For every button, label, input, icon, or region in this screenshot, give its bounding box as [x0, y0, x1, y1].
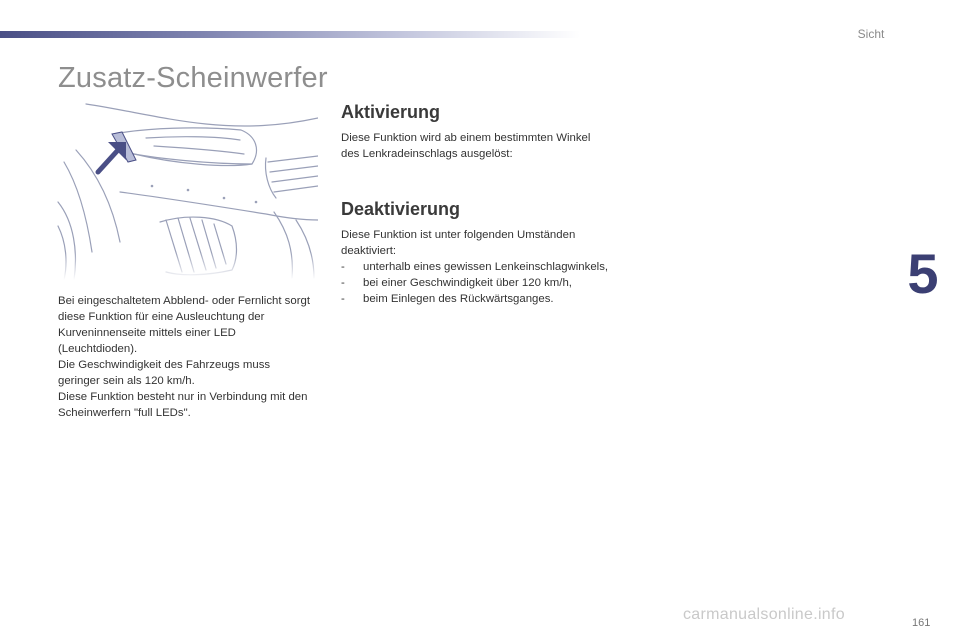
arrow-icon	[98, 142, 126, 172]
description-text	[58, 293, 313, 421]
page-number: 161	[912, 617, 931, 629]
list-item: - bei einer Geschwindigkeit über 120 km/h,	[341, 275, 611, 291]
deactivation-list	[341, 259, 611, 307]
headlight-illustration	[56, 102, 318, 280]
description-paragraph: Die Geschwindigkeit des Fahrzeugs muss geringer sein als 120 km/h.	[58, 359, 271, 387]
page-title: Zusatz-Scheinwerfer	[58, 62, 328, 94]
activation-text: Diese Funktion wird ab einem bestimmten Winkel des Lenkradeinschlags ausgelöst:	[341, 132, 591, 160]
header-color-bar	[0, 31, 580, 38]
watermark-text: carmanualsonline.info	[683, 606, 845, 623]
chapter-number: 5	[907, 242, 939, 305]
activation-section	[341, 102, 611, 162]
deactivation-heading: Deaktivierung	[341, 199, 461, 219]
deactivation-intro: Diese Funktion ist unter folgenden Umständen deaktiviert:	[341, 229, 576, 257]
list-item: - beim Einlegen des Rückwärtsganges.	[341, 291, 611, 307]
list-item: - unterhalb eines gewissen Lenkeinschlagwinkels,	[341, 259, 611, 275]
section-label: Sicht	[857, 27, 885, 41]
deactivation-section	[341, 199, 611, 307]
activation-heading: Aktivierung	[341, 102, 441, 122]
description-paragraph: Bei eingeschaltetem Abblend- oder Fernlicht sorgt diese Funktion für eine Ausleuchtung der Kurveninnenseite mittels einer LED (Leuchtdioden).	[58, 295, 311, 355]
description-paragraph: Diese Funktion besteht nur in Verbindung mit den Scheinwerfern "full LEDs".	[58, 391, 308, 419]
